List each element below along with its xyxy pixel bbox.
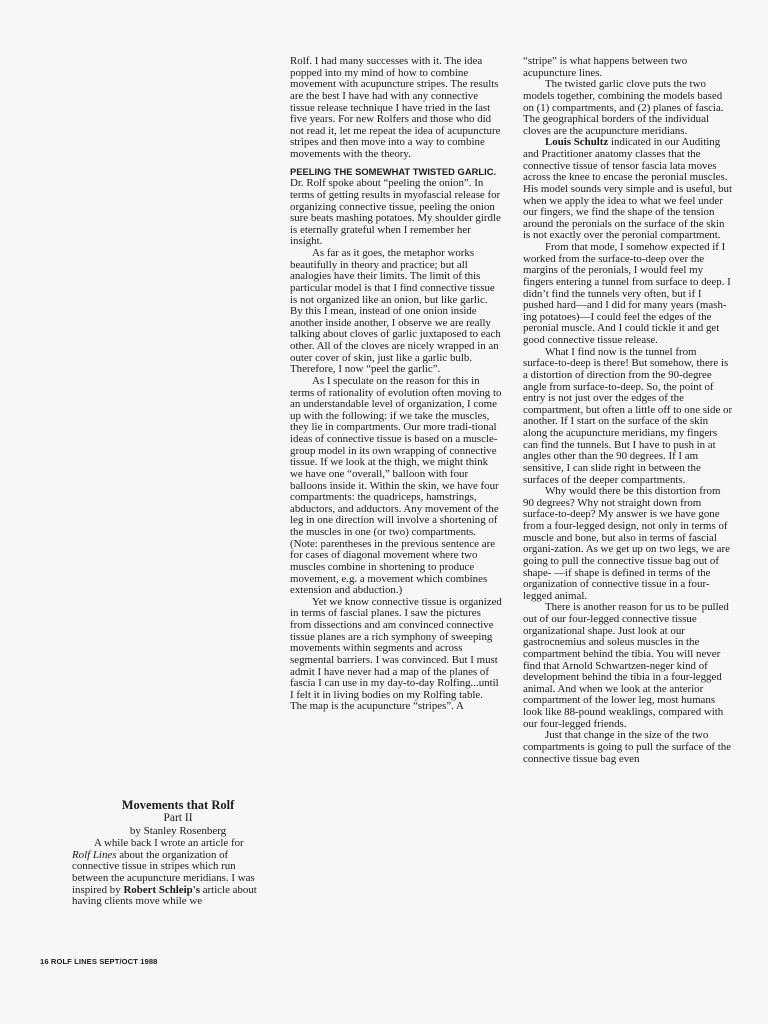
middle-paragraph-3: As far as it goes, the metaphor works beautifully in theory and practice; but all analogies have their limits. The limit of this particular model is that I find connective tissue is not organized like an onion, but like garlic. By this I mean, instead of one onion inside another inside another, I observe we are really talking about cloves of garlic juxtaposed to each other. All of the cloves are nicely wrapped in an outer cover of skin, just like a garlic bulb. Therefore, I now “peel the garlic”. (290, 247, 501, 376)
article-title: Movements that Rolf (121, 798, 235, 812)
right-paragraph-5: What I find now is the tunnel from surface-to-deep is there! But somehow, there is a distortion of direction from the 90-degree angle from surface-to-deep. So, the point of entry is not just over the edges of the compartment, but often a little off to one side or another. If I start on the surface of the skin along the acupuncture meridians, my fingers can find the tunnels. But I have to push in at angles other than the 90 degrees. If I am sensitive, I can slide right in between the surfaces of the deeper compartments. (523, 345, 733, 486)
text-run: about the organization of connective tissue in stripes which run between the acupuncture meridians. I was inspired by (72, 848, 255, 896)
right-paragraph-1: “stripe” is what happens between two acupuncture lines. (523, 55, 688, 79)
article-part: Part II (163, 812, 193, 824)
text-run: indicated in our Auditing and Practitioner anatomy classes that the connective tissue of tensor fascia lata moves across the knee to encase the peronial muscles. His model sounds very simple and is useful, but when we apply the idea to what we feel under our fingers, we find the shape of the tension around the peronials on the surface of the skin is not exactly over the peronial compartment. (523, 136, 733, 242)
page-folio: 16 ROLF LINES SEPT/OCT 1988 (40, 957, 158, 966)
middle-paragraph-4: As I speculate on the reason for this in terms of rationality of evolution often moving to an understandable level of organization, I come up with the following: if we take the muscles, they lie in compartments. Our more tradi-tional ideas of connective tissue is based on a muscle-group model in its own wrapping of connective tissue. If we look at the thigh, we might think we have one “overall,” balloon with four balloons inside it. Within the skin, we have four compartments: the quadriceps, hamstrings, abductors, and adductors. Any movement of the leg in one direction will involve a shortening of the muscles in one (or two) compartments. (Note: parentheses in the previous sentence are for cases of diagonal movement where two muscles combine in shortening to produce movement, e.g. a movement which combines extension and abduction.) (290, 374, 502, 597)
right-paragraph-7: There is another reason for us to be pulled out of our four-legged connective tissue organizational shape. Just look at our gastrocnemius and soleus muscles in the compartment behind the tibia. You will never find that Arnold Schwartzen-neger kind of development behind the tibia in a four-legged animal. And when we look at the anterior compartment of the lower leg, most humans look like 88-pound weaklings, compared with our four-legged friends. (523, 601, 729, 730)
author-name: Louis Schultz (545, 136, 609, 149)
right-paragraph-2: The twisted garlic clove puts the two models together, combining the models based on (1) compartments, and (2) planes of fascia. The geographical borders of the individual cloves are the acupuncture meridians. (523, 78, 724, 137)
text-run: A while back I wrote an article for (94, 837, 244, 849)
right-paragraph-6: Why would there be this distortion from 90 degrees? Why not straight down from surface-to-deep? My answer is we have gone from a four-legged design, not only in terms of muscle and bone, but also in terms of fascial organi-zation. As we get up on two legs, we are going to pull the connective tissue bag out of shape- —if shape is defined in terms of the organization of connective tissue in a four-legged animal. (523, 485, 730, 602)
right-paragraph-3 (523, 137, 733, 242)
text-run: article about having clients move while we (72, 883, 257, 908)
middle-paragraph-5: Yet we know connective tissue is organized in terms of fascial planes. I saw the pictures from dissections and am convinced connective tissue planes are a rich symphony of sweeping movements within segments and across segmental barriers. I was convinced. But I must admit I have never had a map of the planes of fascia I can use in my day-to-day Rolfing...until I felt it in living bodies on my Rolfing table. The map is the acupuncture “stripes”. A (290, 595, 502, 713)
text-run: Dr. Rolf spoke about “peeling the onion”. In terms of getting results in myofascial release for organizing connective tissue, peeling the onion sure beats mashing potatoes. My shoulder girdle is eternally grateful when I remember her insight. (290, 177, 501, 248)
right-paragraph-8: Just that change in the size of the two compartments is going to pull the surface of the connective tissue bag even (523, 729, 732, 765)
article-byline: by Stanley Rosenberg (129, 825, 227, 837)
left-paragraph-1 (72, 838, 262, 908)
right-column (523, 56, 733, 765)
middle-column (290, 56, 502, 713)
publication-name: Rolf Lines (72, 848, 117, 861)
middle-paragraph-2 (290, 166, 502, 248)
right-paragraph-4: From that mode, I somehow expected if I worked from the surface-to-deep over the margins of the peronials, I would feel my fingers entering a tunnel from surface to deep. I didn’t find the tunnels very often, but if I pushed hard—and I did for many years (mash-ing potatoes)—I could feel the edges of the peronial muscle. And I could tickle it and get good connective tissue release. (523, 241, 731, 346)
section-heading: PEELING THE SOMEWHAT TWISTED GARLIC. (290, 165, 497, 177)
left-column (72, 798, 262, 908)
middle-paragraph-1: Rolf. I had many successes with it. The idea popped into my mind of how to combine movement with acupuncture stripes. The results are the best I have had with any connective tissue release technique I have tried in the last five years. For new Rolfers and those who did not read it, let me repeat the idea of acupuncture stripes and then move into a way to combine movements with the theory. (290, 55, 501, 160)
author-name: Robert Schleip's (123, 883, 200, 896)
